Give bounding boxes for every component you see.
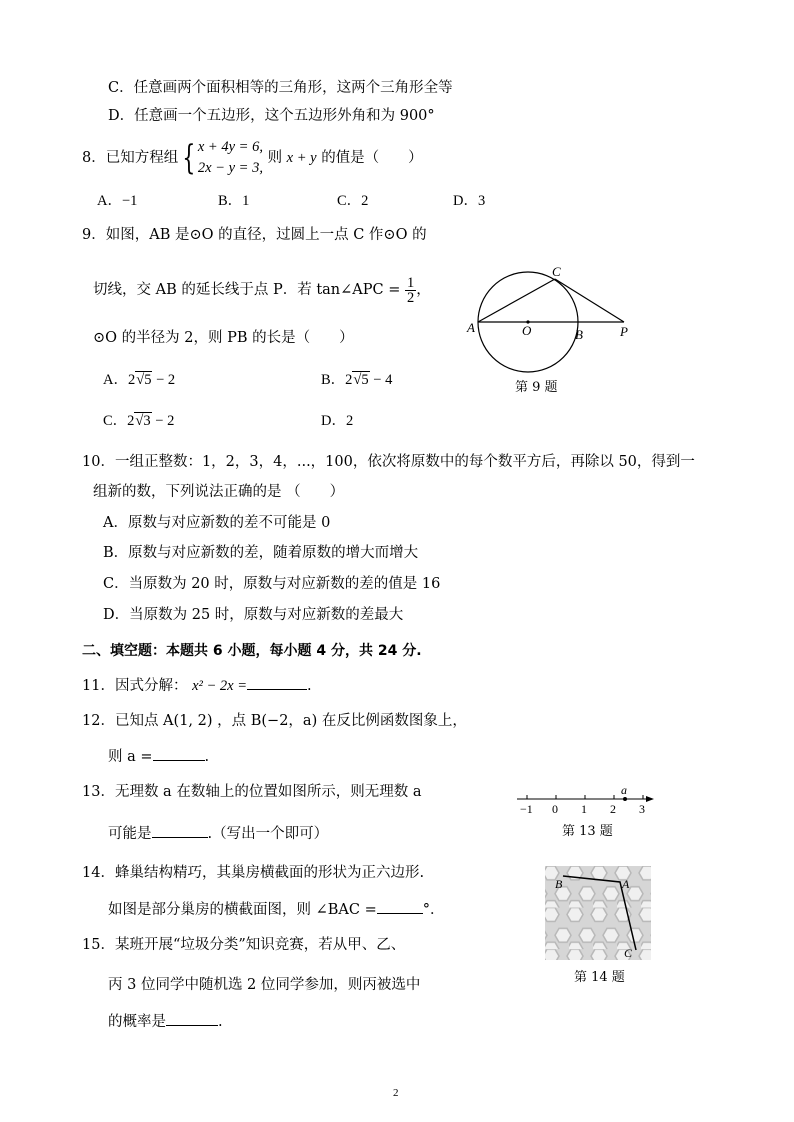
point-a-label: a	[621, 786, 627, 797]
q12-post: .	[204, 749, 210, 765]
fraction-numerator: 1	[406, 274, 415, 291]
question-15-line2: 丙 3 位同学中随机选 2 位同学参加，则丙被选中	[108, 977, 421, 993]
q9-c-post: − 2	[151, 413, 175, 429]
q8-option-b: B．1	[218, 193, 250, 209]
tick-label: −1	[520, 802, 533, 816]
q8-expression: x + y	[286, 150, 317, 166]
label-a: A	[467, 320, 475, 335]
q8-option-d: D．3	[453, 193, 486, 209]
q10-option-d: D．当原数为 25 时，原数与对应新数的差最大	[103, 607, 404, 623]
question-9-line2	[93, 272, 431, 308]
label-c: C	[552, 264, 561, 279]
q9-option-b	[321, 370, 392, 390]
answer-blank	[152, 823, 208, 838]
q9-option-a	[103, 370, 175, 390]
section-2-header: 二、填空题：本题共 6 小题，每小题 4 分，共 24 分.	[82, 643, 422, 659]
question-14-line2	[108, 899, 445, 920]
q9-b-post: − 4	[369, 372, 393, 388]
label-p: P	[620, 324, 628, 339]
tick-label: 2	[610, 802, 616, 816]
q9-circle-figure	[462, 262, 642, 374]
q9-c-radicand: 3	[143, 413, 151, 429]
q10-option-a: A．原数与对应新数的差不可能是 0	[103, 515, 331, 531]
question-13-line2	[108, 823, 328, 844]
q9-option-d: D．2	[321, 413, 354, 429]
question-10-line2: 组新的数，下列说法正确的是 （ ）	[93, 484, 345, 500]
question-9-line1: 9．如图，AB 是⊙O 的直径，过圆上一点 C 作⊙O 的	[82, 227, 427, 243]
question-15-line1: 15．某班开展“垃圾分类”知识竞赛，若从甲、乙、	[82, 937, 406, 953]
sqrt-icon: √3	[135, 413, 151, 429]
q13-caption: 第 13 题	[562, 824, 613, 839]
question-8-stem	[82, 136, 423, 180]
q14-honeycomb-figure	[545, 866, 651, 960]
question-14-line1: 14．蜂巢结构精巧，其巢房横截面的形状为正六边形.	[82, 865, 425, 881]
q10-option-b: B．原数与对应新数的差，随着原数的增大而增大	[103, 545, 419, 561]
question-15-line3	[108, 1011, 223, 1032]
question-10-line1: 10．一组正整数：1，2，3，4，...，100，依次将原数中的每个数平方后，再除以 50，得到一	[82, 454, 695, 470]
q9-c-pre: C．2	[103, 413, 135, 429]
q11-expression: x² − 2x =	[192, 678, 247, 694]
q8-option-a: A．−1	[97, 193, 138, 209]
label-o: O	[522, 323, 532, 338]
q9-line2-post: ，	[416, 282, 431, 298]
label-b: B	[555, 877, 563, 891]
tick-label: 3	[639, 802, 645, 816]
q13-post: .（写出一个即可）	[207, 826, 329, 842]
q9-b-pre: B．2	[321, 372, 353, 388]
q14-caption: 第 14 题	[574, 970, 625, 985]
question-11	[82, 675, 312, 696]
equation-2: 2x − y = 3,	[197, 160, 263, 176]
answer-blank	[166, 1011, 218, 1026]
page-number: 2	[393, 1087, 399, 1099]
fraction-one-half	[405, 276, 416, 305]
q8-tail-post: 的值是（ ）	[321, 150, 423, 166]
q12-pre: 则 a =	[108, 749, 153, 765]
tick-label: 1	[581, 802, 587, 816]
q13-pre: 可能是	[108, 826, 152, 842]
q9-b-radicand: 5	[361, 372, 369, 388]
q13-number-line	[512, 786, 660, 820]
q14-pre: 如图是部分巢房的横截面图，则 ∠BAC =	[108, 902, 377, 918]
answer-blank	[377, 899, 423, 914]
q15-post: .	[218, 1014, 223, 1030]
q9-caption: 第 9 题	[515, 380, 558, 395]
tangent-cp	[555, 279, 624, 322]
question-13-line1: 13．无理数 a 在数轴上的位置如图所示，则无理数 a	[82, 784, 422, 800]
label-c: C	[624, 946, 633, 960]
chord-ac	[478, 279, 555, 322]
q15-pre: 的概率是	[108, 1014, 166, 1030]
q8-number: 8．已知方程组	[82, 150, 179, 166]
point-a	[623, 797, 627, 801]
equation-system	[198, 137, 263, 179]
question-12-line2	[108, 746, 209, 767]
q9-option-c	[103, 411, 174, 431]
q9-a-pre: A．2	[103, 372, 136, 388]
fraction-denominator: 2	[406, 289, 415, 306]
sqrt-icon: √5	[136, 372, 152, 388]
q11-post: .	[306, 678, 312, 694]
answer-blank	[247, 675, 307, 690]
q14-post: °．	[422, 902, 445, 918]
arrow-right-icon	[646, 796, 654, 802]
equation-1: x + 4y = 6,	[197, 139, 263, 155]
q7-option-c: C．任意画两个面积相等的三角形，这两个三角形全等	[108, 80, 453, 96]
label-a: A	[622, 877, 630, 891]
sqrt-icon: √5	[353, 372, 369, 388]
q10-option-c: C．当原数为 20 时，原数与对应新数的差的值是 16	[103, 576, 441, 592]
question-9-line3: ⊙O 的半径为 2，则 PB 的长是（ ）	[93, 330, 354, 346]
q8-tail-pre: 则	[267, 150, 283, 166]
q7-option-d: D．任意画一个五边形，这个五边形外角和为 900°	[108, 108, 435, 124]
q8-option-c: C．2	[337, 193, 369, 209]
brace-icon: {	[182, 138, 196, 178]
q9-line2-pre: 切线，交 AB 的延长线于点 P．若 tan∠APC =	[93, 282, 401, 298]
tick-label: 0	[552, 802, 558, 816]
q9-a-radicand: 5	[144, 372, 152, 388]
q11-pre: 11．因式分解：	[82, 678, 188, 694]
label-b: B	[575, 327, 583, 342]
q9-a-post: − 2	[152, 372, 176, 388]
question-12-line1: 12．已知点 A(1, 2) ，点 B(−2，a) 在反比例函数图象上，	[82, 713, 467, 729]
answer-blank	[153, 746, 205, 761]
